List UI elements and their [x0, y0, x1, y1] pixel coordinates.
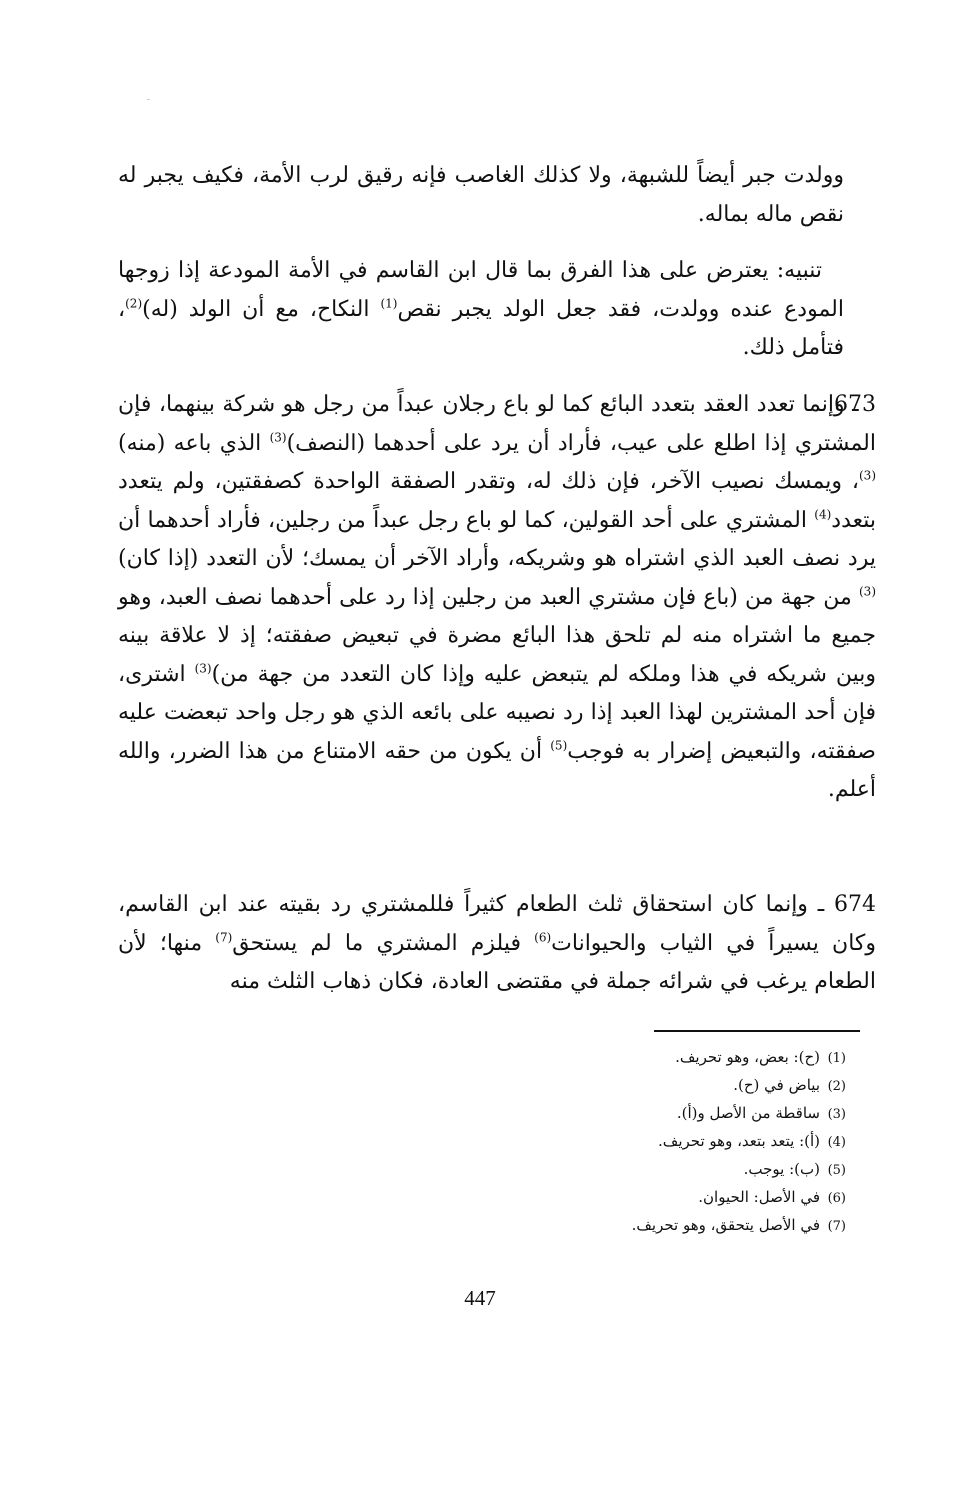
footnote-number: (6)	[827, 1191, 846, 1206]
footnote-item	[426, 1044, 846, 1072]
footnote-ref-2: (2)	[125, 296, 143, 311]
paragraph-674-text-a: 674 ـ وإنما كان استحقاق ثلث الطعام كثيراً فللمشتري رد بقيته عند ابن القاسم، وكان يسيراً في الثياب والحيوانات	[118, 892, 876, 956]
paragraph-tanbih-text-b: النكاح، مع أن الولد (له)	[142, 296, 381, 322]
footnote-ref-3a: (3)	[269, 430, 287, 445]
footnote-item	[426, 1184, 846, 1212]
footnote-number: (7)	[827, 1219, 846, 1234]
paragraph-674-text-b: فيلزم المشتري ما لم يستحق	[232, 930, 535, 956]
paragraph-tanbih	[118, 252, 844, 368]
footnote-number: (4)	[827, 1135, 846, 1150]
footnotes	[426, 1044, 846, 1240]
footnote-item	[426, 1156, 846, 1184]
footnote-number: (5)	[827, 1163, 846, 1178]
paragraph-673-text-c: ، ويمسك نصيب الآخر، فإن ذلك له، وتقدر الصفقة الواحدة كصفقتين، ولم يتعدد بتعدد	[118, 469, 876, 533]
footnote-item	[426, 1212, 846, 1240]
page-number: 447	[464, 1286, 496, 1310]
footnote-number: (1)	[827, 1051, 846, 1066]
paragraph-tanbih-text-c: ، فتأمل ذلك.	[118, 296, 844, 360]
footnote-ref-7: (7)	[215, 930, 233, 945]
paragraph-tanbih-text-a: تنبيه: يعترض على هذا الفرق بما قال ابن القاسم في الأمة المودعة إذا زوجها المودع عنده وولدت، فقد جعل الولد يجبر نقص	[118, 258, 845, 322]
paragraph-674-text-c: منها؛ لأن الطعام يرغب في شرائه جملة في مقتضى العادة، فكان ذهاب الثلث منه	[118, 930, 876, 994]
footnote-text: ساقطة من الأصل و(أ).	[676, 1104, 820, 1122]
footnote-item	[426, 1128, 846, 1156]
paragraph-673-text-f: اشترى، فإن أحد المشترين لهذا العبد إذا رد نصيبه على بائعه الذي هو رجل واحد تبعضت عليه صفقته، والتبعيض إضرار به فوجب	[118, 661, 876, 764]
footnote-ref-6: (6)	[534, 930, 552, 945]
footnote-text: (أ): يتعد بتعد، وهو تحريف.	[658, 1132, 820, 1150]
footnote-number: (2)	[827, 1079, 846, 1094]
footnote-ref-3d: (3)	[194, 661, 212, 676]
paragraph-674	[118, 886, 876, 1002]
footnote-divider	[654, 1030, 860, 1032]
paragraph-673-text-a: 673 ـ وإنما تعدد العقد بتعدد البائع كما لو باع رجلان عبداً من رجل هو شركة بينهما، فإن المشتري إذا اطلع على عيب، فأراد أن يرد على أحدهما (النصف)	[118, 392, 876, 456]
paragraph-673-text-b: الذي باعه (منه)	[118, 430, 270, 456]
footnote-ref-1: (1)	[380, 296, 398, 311]
paragraph-673-text-d: المشتري على أحد القولين، كما لو باع رجل عبداً من رجلين، فأراد أحدهما أن يرد نصف العبد الذي اشتراه هو وشريكه، وأراد الآخر أن يمسك؛ لأن التعدد (إذا كان)	[118, 507, 876, 571]
footnote-text: في الأصل يتحقق، وهو تحريف.	[631, 1216, 820, 1234]
scan-speck	[147, 99, 150, 100]
footnote-text: (ب): يوجب.	[743, 1160, 820, 1178]
footnote-text: في الأصل: الحيوان.	[698, 1188, 820, 1206]
paragraph-673-text-e: من جهة من (باع فإن مشتري العبد من رجلين إذا رد على أحدهما نصف العبد، وهو جميع ما اشتراه منه لم تلحق هذا البائع مضرة في تبعيض صفقته؛ إذ لا علاقة بينه وبين شريكه في هذا وملكه لم يتبعض عليه وإذا كان التعدد من جهة من)	[118, 584, 876, 687]
footnote-text: بياض في (ح).	[733, 1076, 820, 1094]
footnote-ref-4: (4)	[814, 507, 832, 522]
footnote-item	[426, 1072, 846, 1100]
footnote-item	[426, 1100, 846, 1128]
paragraph-673-text-g: أن يكون من حقه الامتناع من هذا الضرر، والله أعلم.	[118, 738, 876, 802]
footnote-ref-5: (5)	[550, 738, 568, 753]
paragraph-673	[118, 386, 876, 810]
footnote-ref-3c: (3)	[858, 584, 876, 599]
footnote-number: (3)	[827, 1107, 846, 1122]
paragraph-1-text: وولدت جبر أيضاً للشبهة، ولا كذلك الغاصب فإنه رقيق لرب الأمة، فكيف يجبر له نقص ماله بماله.	[118, 163, 844, 227]
footnote-text: (ح): بعض، وهو تحريف.	[675, 1048, 820, 1066]
footnote-ref-3b: (3)	[858, 468, 876, 483]
paragraph-1	[118, 157, 844, 234]
